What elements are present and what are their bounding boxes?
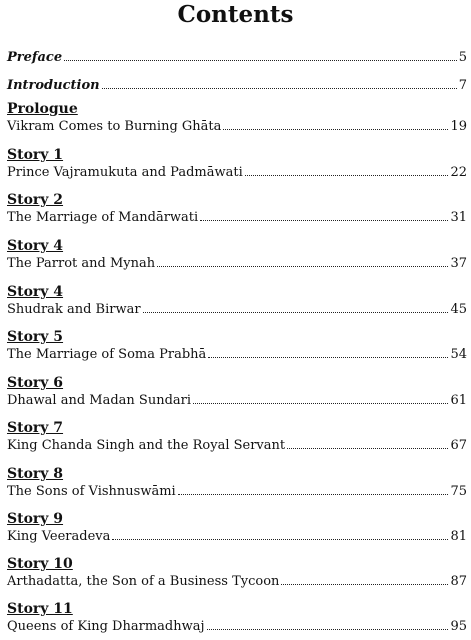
entry-title: The Marriage of Mandārwati [7,210,199,225]
toc-entry-story-10[interactable] [7,556,467,590]
dot-leader [207,629,449,630]
toc-entry-story-9[interactable] [7,511,467,545]
entry-title: King Veeradeva [7,529,111,544]
dot-leader [287,448,448,449]
page-number: 75 [450,484,467,499]
dot-leader [208,357,448,358]
page-number: 61 [450,393,467,408]
entry-title: Preface [7,50,63,65]
dot-leader [64,60,457,61]
section-heading: Story 10 [7,556,73,572]
page-number: 37 [450,256,467,271]
entry-title: King Chanda Singh and the Royal Servant [7,438,286,453]
entry-title: The Sons of Vishnuswāmi [7,484,176,499]
page-number: 7 [458,78,467,93]
section-heading: Prologue [7,101,78,117]
toc-entry-introduction[interactable] [7,77,467,94]
dot-leader [112,539,448,540]
toc-entry-story-7[interactable] [7,420,467,454]
entry-title: Queens of King Dharmadhwaj [7,619,205,634]
section-heading: Story 11 [7,601,73,617]
page-number: 5 [458,50,467,65]
page-number: 19 [450,119,467,134]
page-number: 87 [450,574,467,589]
entry-title: The Parrot and Mynah [7,256,156,271]
toc-entry-story-11[interactable] [7,601,467,635]
section-heading: Story 6 [7,375,64,391]
dot-leader [102,88,457,89]
entry-title: Vikram Comes to Burning Ghāta [7,119,222,134]
toc-entry-story-2[interactable] [7,192,467,226]
entry-title: Shudrak and Birwar [7,302,141,317]
toc-entry-story-5[interactable] [7,329,467,363]
dot-leader [193,403,448,404]
page-number: 95 [450,619,467,634]
toc-entry-story-8[interactable] [7,466,467,500]
dot-leader [223,129,448,130]
toc-entry-preface[interactable] [7,49,467,66]
dot-leader [245,175,449,176]
page-number: 54 [450,347,467,362]
dot-leader [281,584,448,585]
section-heading: Story 9 [7,511,64,527]
entry-title: Prince Vajramukuta and Padmāwati [7,165,243,180]
page-number: 22 [450,165,467,180]
page-title: Contents [177,1,294,28]
page-number: 45 [450,302,467,317]
dot-leader [157,266,448,267]
toc-entry-story-4a[interactable] [7,238,467,272]
dot-leader [143,312,449,313]
section-heading: Story 5 [7,329,64,345]
section-heading: Story 8 [7,466,64,482]
section-heading: Story 1 [7,147,64,163]
page-number: 67 [450,438,467,453]
entry-title: Arthadatta, the Son of a Business Tycoon [7,574,280,589]
toc-entry-prologue[interactable] [7,101,467,135]
section-heading: Story 2 [7,192,64,208]
section-heading: Story 4 [7,284,64,300]
entry-title: The Marriage of Soma Prabhā [7,347,207,362]
dot-leader [178,494,449,495]
toc-entry-story-4b[interactable] [7,284,467,318]
toc-entry-story-6[interactable] [7,375,467,409]
page-number: 31 [450,210,467,225]
entry-title: Dhawal and Madan Sundari [7,393,192,408]
entry-title: Introduction [7,78,100,93]
section-heading: Story 7 [7,420,64,436]
page-number: 81 [450,529,467,544]
dot-leader [200,220,448,221]
section-heading: Story 4 [7,238,64,254]
toc-entry-story-1[interactable] [7,147,467,181]
